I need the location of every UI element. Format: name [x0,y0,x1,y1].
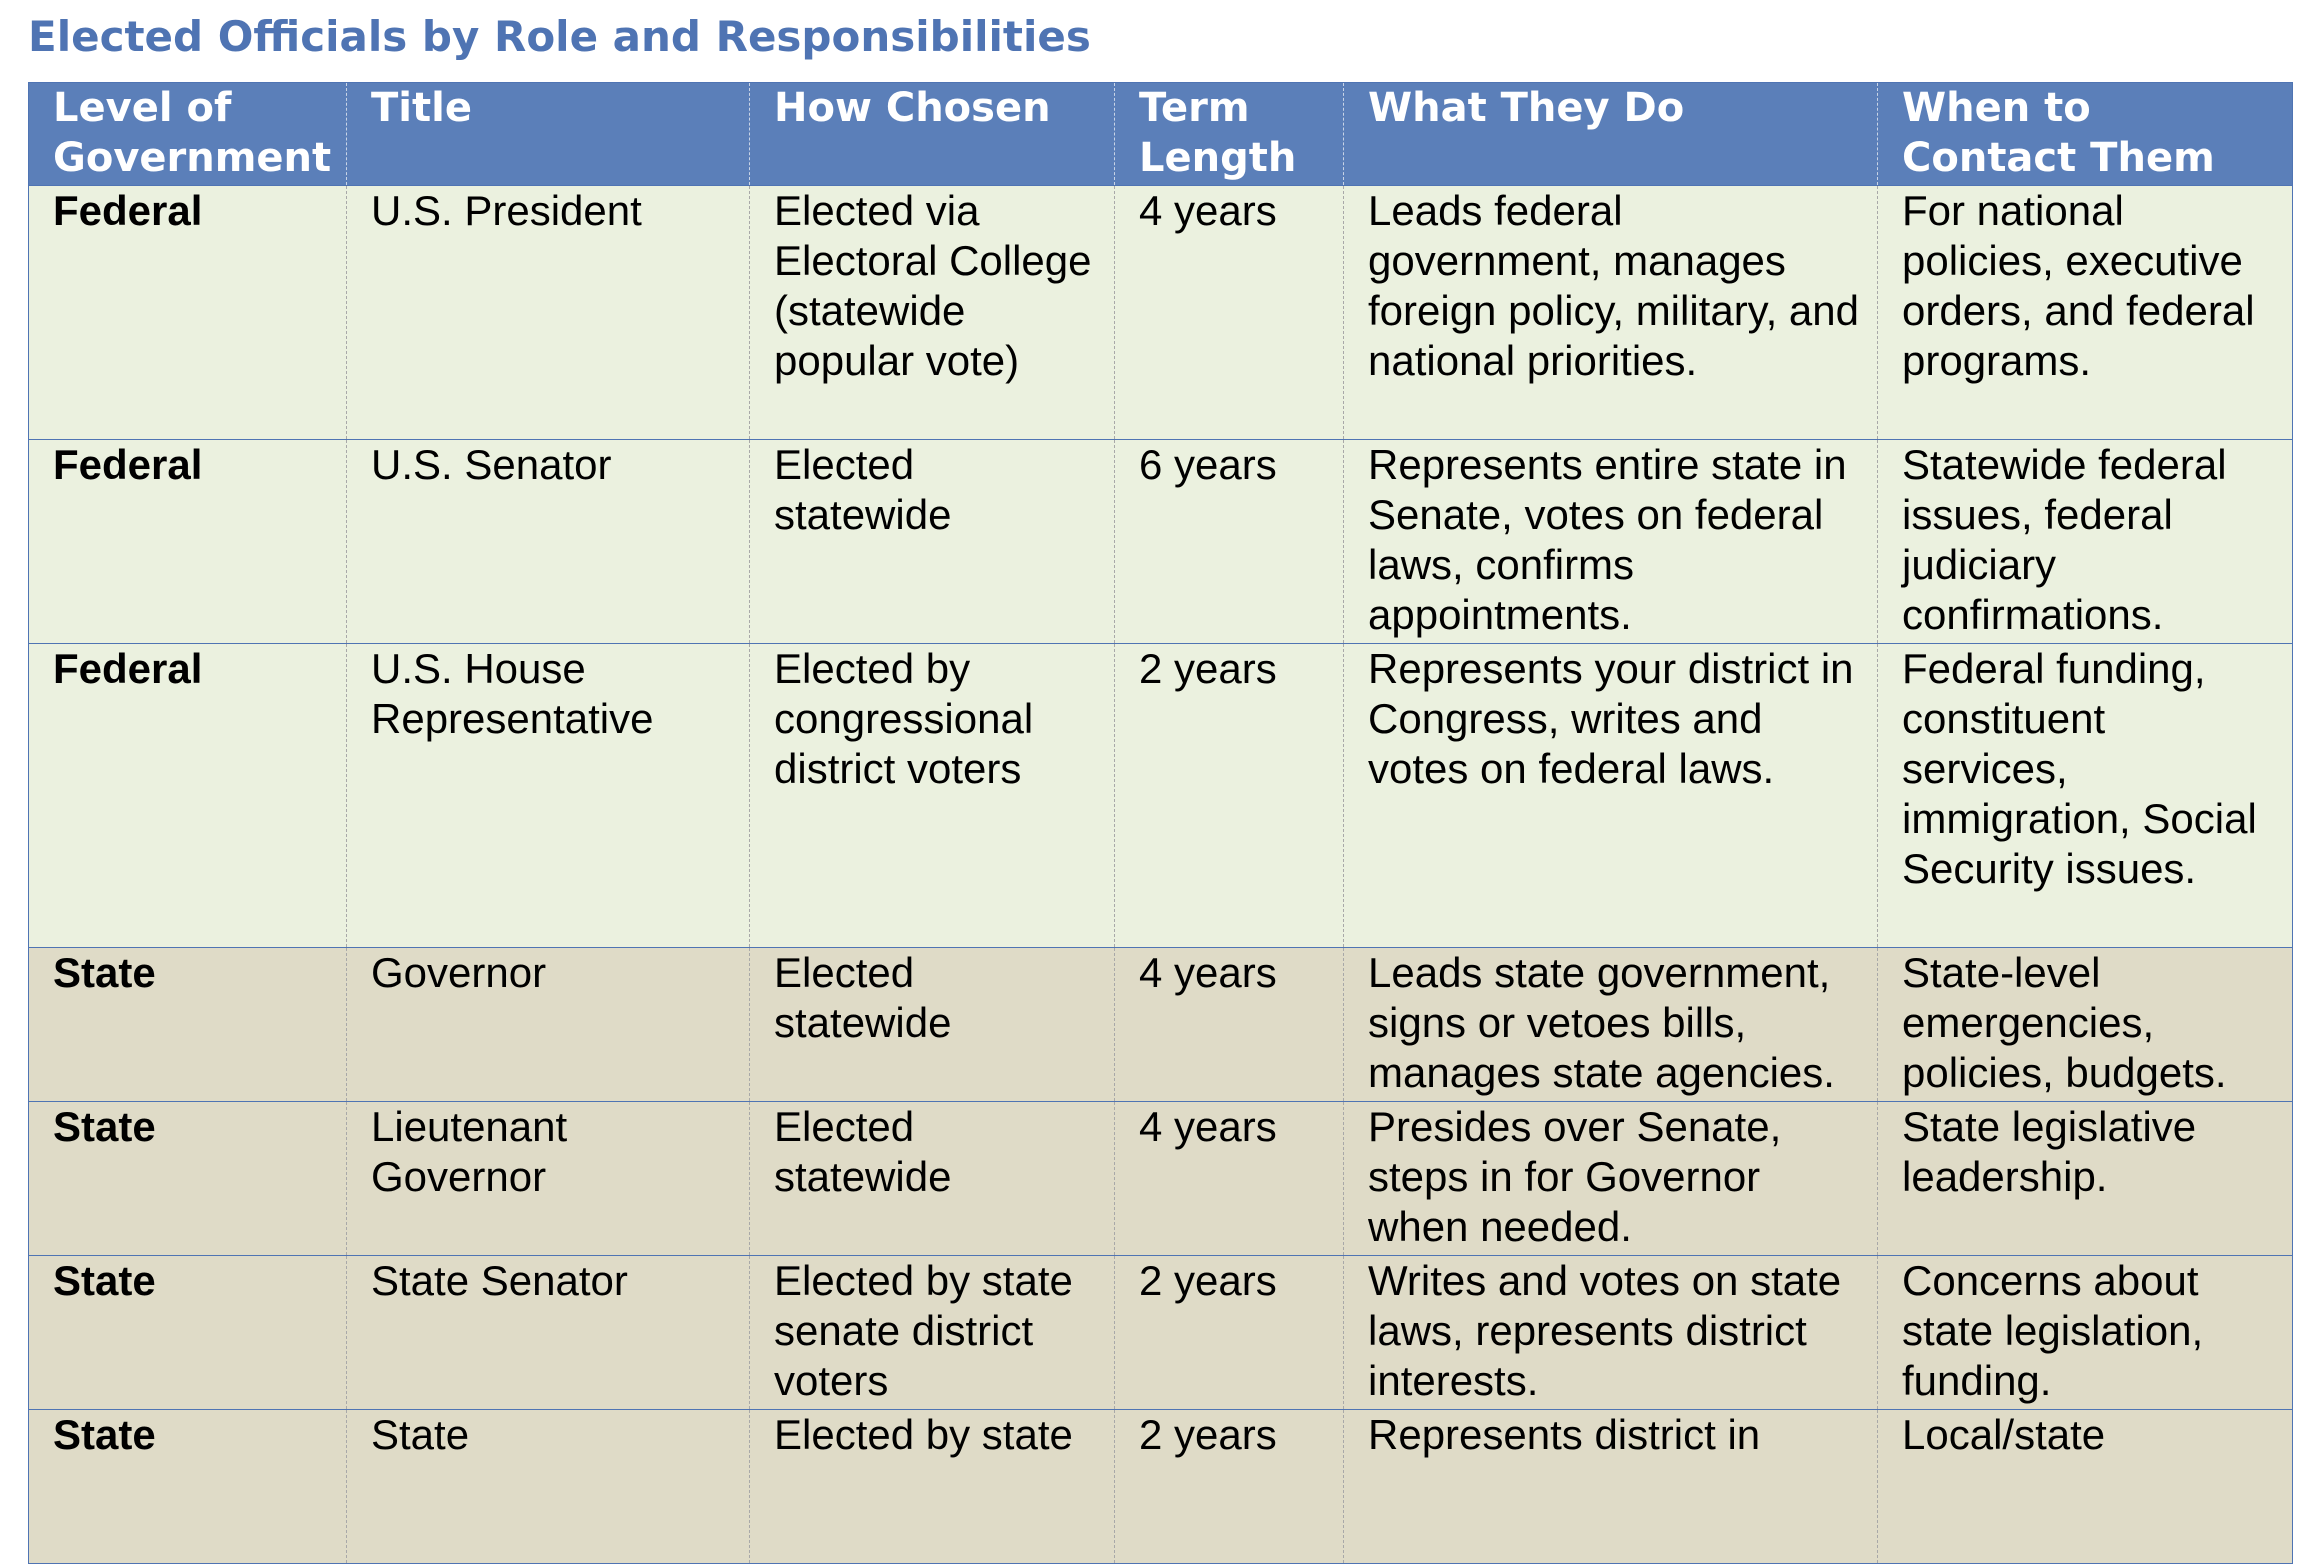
cell-what: Represents your district in Congress, writes and votes on federal laws. [1344,644,1878,948]
table-row [29,186,2293,440]
cell-contact: Concerns about state legislation, funding. [1878,1256,2293,1410]
cell-how-chosen: Elected by state [750,1410,1115,1564]
document-title: Elected Officials by Role and Responsibilities [28,12,1091,61]
header-what-they-do: What They Do [1344,83,1878,186]
cell-contact: State-level emergencies, policies, budgets. [1878,948,2293,1102]
cell-term: 2 years [1115,1256,1344,1410]
cell-term: 2 years [1115,1410,1344,1564]
cell-title: State [347,1410,750,1564]
cell-title: U.S. Senator [347,440,750,644]
table-header-row [29,83,2293,186]
cell-contact: Federal funding, constituent services, immigration, Social Security issues. [1878,644,2293,948]
cell-what: Presides over Senate, steps in for Governor when needed. [1344,1102,1878,1256]
cell-term: 4 years [1115,186,1344,440]
table-row [29,644,2293,948]
cell-what: Leads state government, signs or vetoes bills, manages state agencies. [1344,948,1878,1102]
cell-what: Leads federal government, manages foreign policy, military, and national priorities. [1344,186,1878,440]
cell-how-chosen: Elected via Electoral College (statewide popular vote) [750,186,1115,440]
cell-level: State [29,948,347,1102]
cell-how-chosen: Elected statewide [750,440,1115,644]
cell-title: State Senator [347,1256,750,1410]
table-row [29,1256,2293,1410]
cell-how-chosen: Elected by state senate district voters [750,1256,1115,1410]
cell-term: 4 years [1115,948,1344,1102]
cell-level: Federal [29,644,347,948]
cell-level: State [29,1410,347,1564]
header-when-to-contact: When to Contact Them [1878,83,2293,186]
header-term-length: Term Length [1115,83,1344,186]
header-how-chosen: How Chosen [750,83,1115,186]
cell-term: 4 years [1115,1102,1344,1256]
cell-term: 2 years [1115,644,1344,948]
cell-what: Represents district in [1344,1410,1878,1564]
cell-title: U.S. House Representative [347,644,750,948]
table-row [29,948,2293,1102]
table-row [29,440,2293,644]
cell-how-chosen: Elected statewide [750,1102,1115,1256]
cell-contact: State legislative leadership. [1878,1102,2293,1256]
cell-contact: Statewide federal issues, federal judiciary confirmations. [1878,440,2293,644]
table-row [29,1102,2293,1256]
cell-how-chosen: Elected statewide [750,948,1115,1102]
cell-title: U.S. President [347,186,750,440]
cell-level: Federal [29,440,347,644]
cell-title: Governor [347,948,750,1102]
cell-level: Federal [29,186,347,440]
cell-contact: Local/state [1878,1410,2293,1564]
table-row [29,1410,2293,1564]
cell-title: Lieutenant Governor [347,1102,750,1256]
cell-level: State [29,1256,347,1410]
cell-what: Writes and votes on state laws, represents district interests. [1344,1256,1878,1410]
header-level: Level of Government [29,83,347,186]
cell-term: 6 years [1115,440,1344,644]
header-title: Title [347,83,750,186]
cell-how-chosen: Elected by congressional district voters [750,644,1115,948]
officials-table [28,82,2293,1564]
cell-level: State [29,1102,347,1256]
cell-what: Represents entire state in Senate, votes on federal laws, confirms appointments. [1344,440,1878,644]
cell-contact: For national policies, executive orders, and federal programs. [1878,186,2293,440]
